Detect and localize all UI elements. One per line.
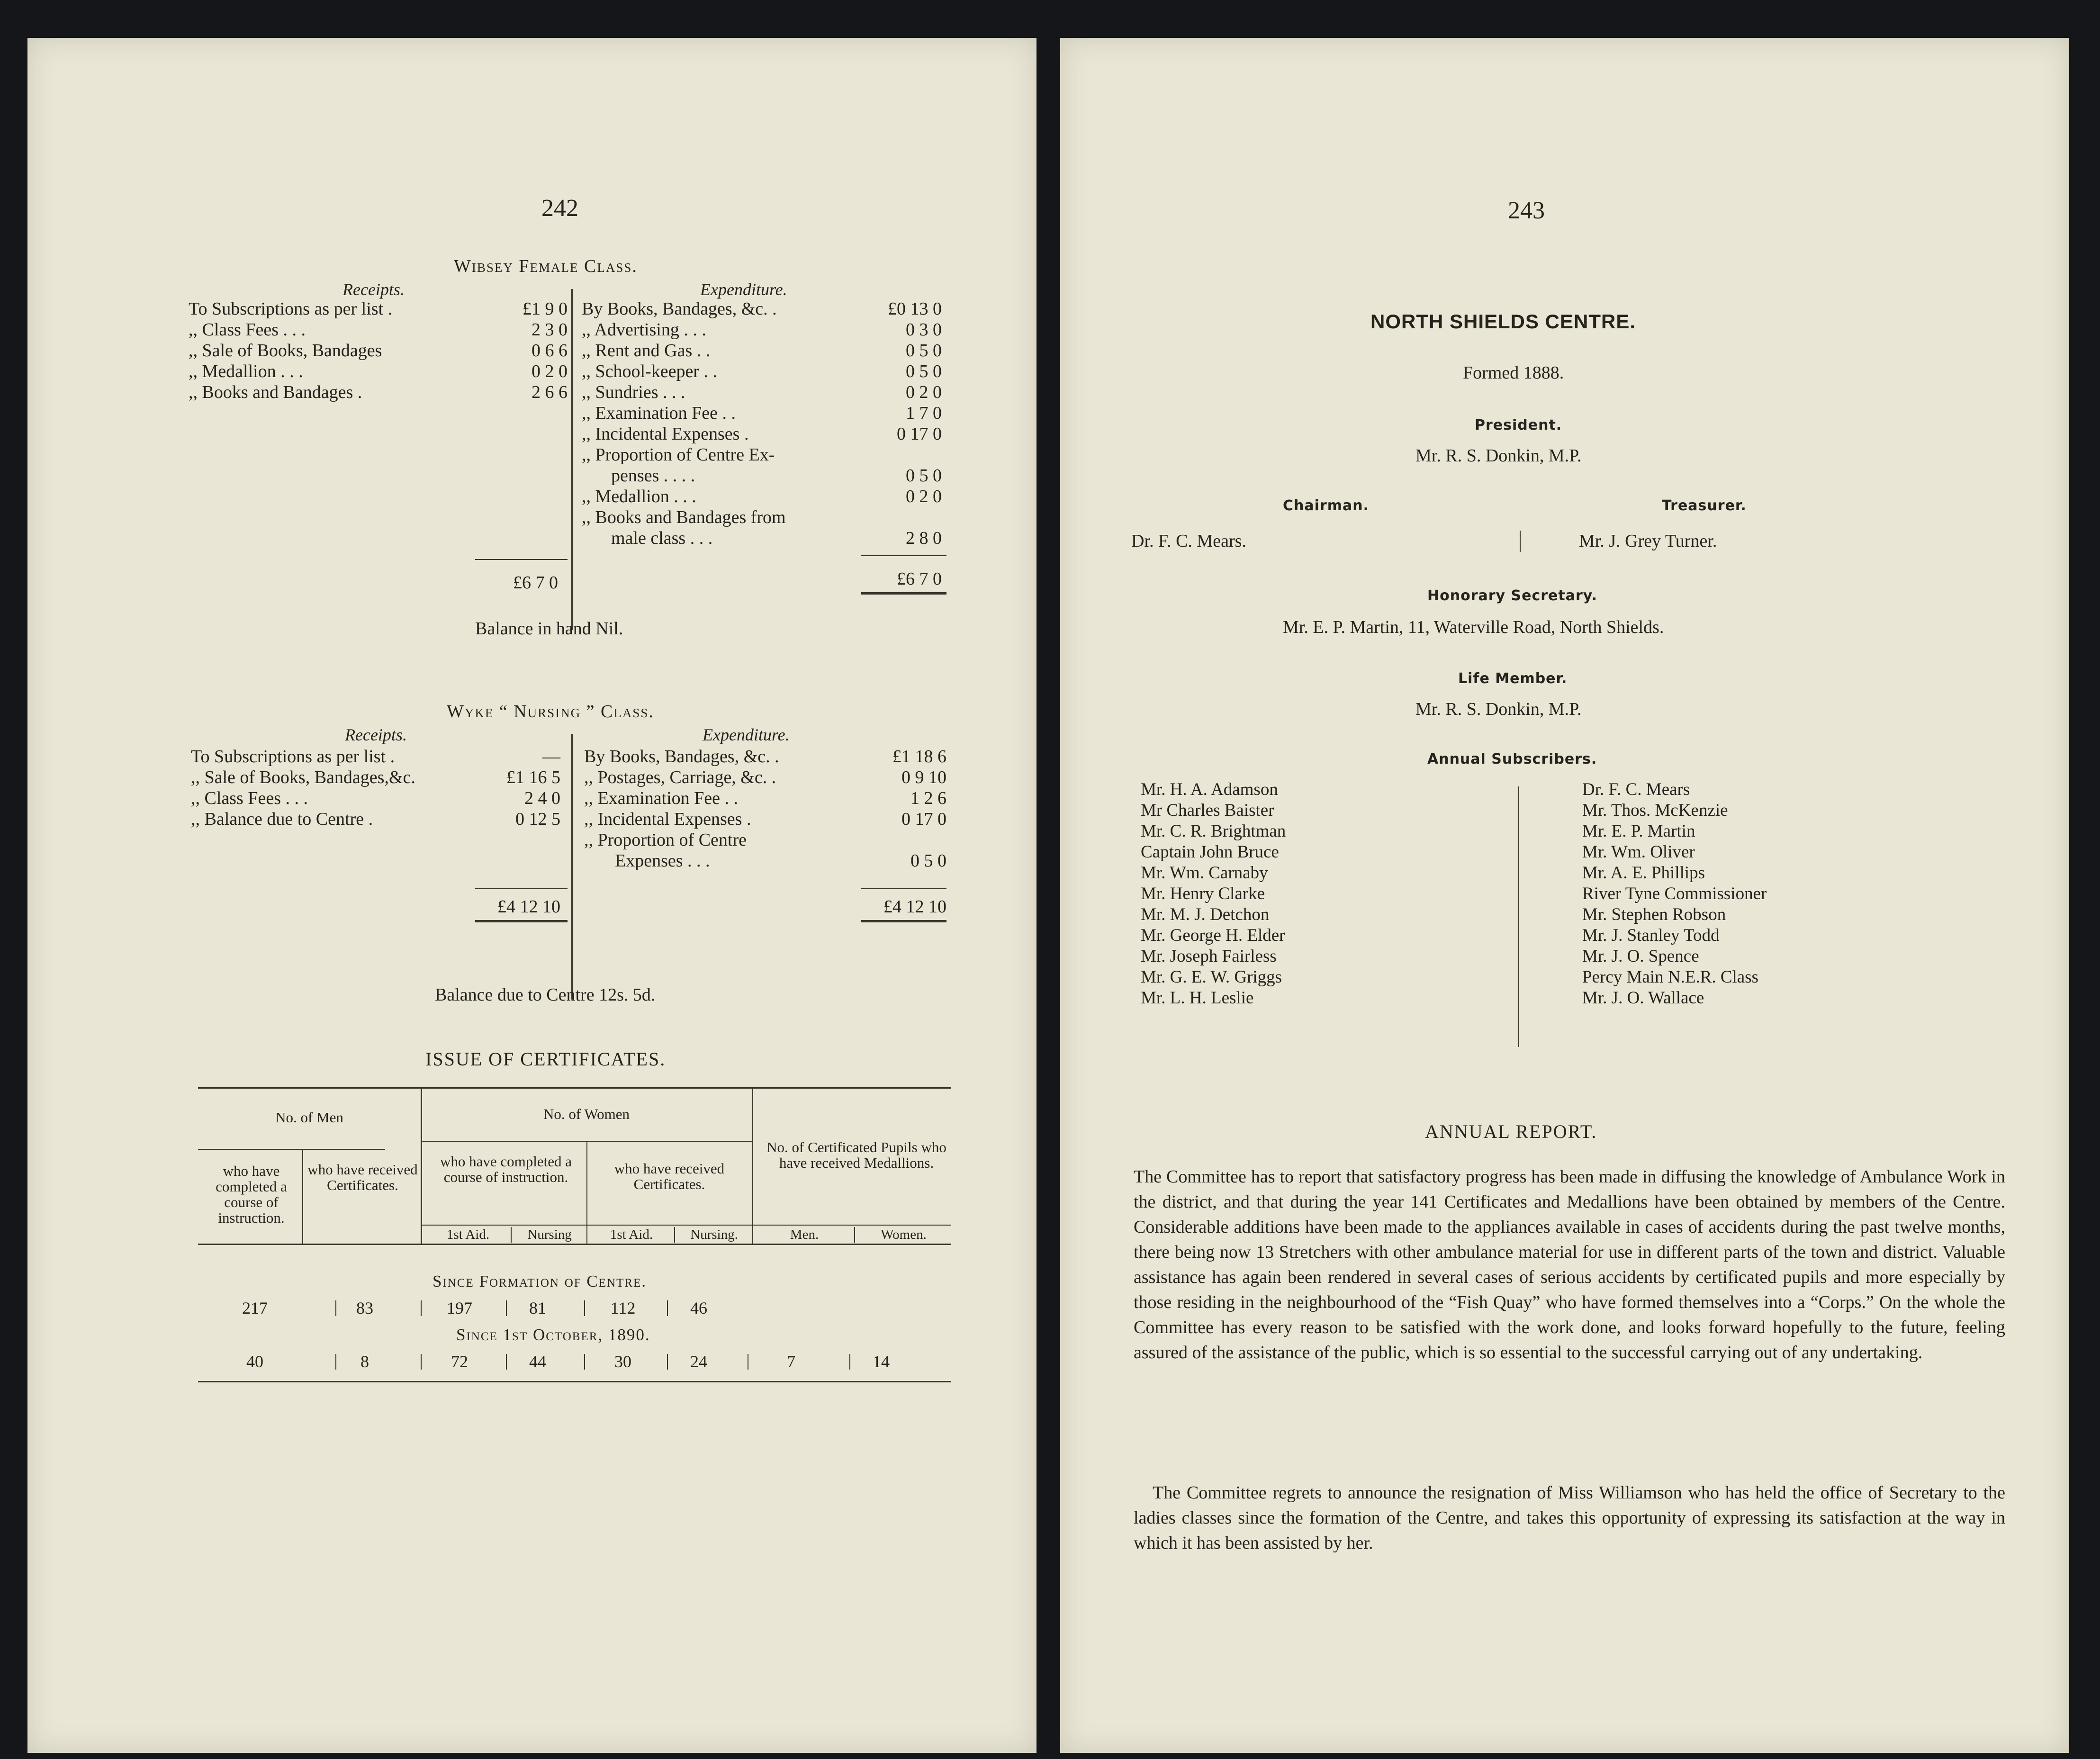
table-rule <box>198 1149 385 1150</box>
expenditure-row <box>615 850 710 871</box>
double-rule <box>861 920 946 922</box>
receipt-amount: £1 16 5 <box>506 767 560 787</box>
expenditure-amount: 0 5 0 <box>906 341 942 361</box>
receipt-row <box>191 809 373 830</box>
receipt-row <box>191 767 415 788</box>
expenditure-row <box>582 319 706 340</box>
subscriber-name: Dr. F. C. Mears <box>1582 780 1690 799</box>
since-october-label: Since 1st October, 1890. <box>456 1326 650 1344</box>
subscriber-name: Mr. Stephen Robson <box>1582 905 1726 924</box>
expenditure-amount: £1 18 6 <box>892 747 946 767</box>
subscriber-name: Mr. George H. Elder <box>1141 926 1285 945</box>
receipt-amount: 2 6 6 <box>532 382 568 402</box>
wibsey-receipts-total: £6 7 0 <box>513 573 558 593</box>
subscribers-heading: Annual Subscribers. <box>1427 751 1597 767</box>
total-rule <box>475 888 568 889</box>
subscriber-name: Mr. H. A. Adamson <box>1141 780 1278 799</box>
certificates-title: ISSUE OF CERTIFICATES. <box>425 1048 666 1070</box>
expenditure-row <box>584 746 779 767</box>
expenditure-label: ,, Medallion . . . <box>582 487 696 506</box>
value-cell: 72 <box>421 1354 497 1370</box>
value-cell: 81 <box>506 1300 568 1316</box>
receipt-label: ,, Balance due to Centre . <box>191 809 373 829</box>
total-rule <box>861 555 946 556</box>
wibsey-title: Wibsey Female Class. <box>454 256 638 276</box>
completed-women-heading: who have completed a course of instruction. <box>440 1153 572 1185</box>
expenditure-row <box>584 830 747 850</box>
expenditure-label: male class . . . <box>611 528 713 548</box>
expenditure-label: ,, Sundries . . . <box>582 382 685 402</box>
value-cell: 30 <box>584 1354 661 1370</box>
expenditure-label: ,, Books and Bandages from <box>582 507 786 527</box>
table-divider <box>302 1149 303 1244</box>
sub-first-aid: 1st Aid. <box>446 1227 490 1242</box>
expenditure-amount: 0 2 0 <box>906 487 942 506</box>
wibsey-expenditure-heading: Expenditure. <box>700 280 787 299</box>
completed-men-heading: who have completed a course of instruction. <box>216 1163 287 1226</box>
value-cell: 83 <box>335 1300 393 1316</box>
sub-nursing: Nursing. <box>674 1227 753 1243</box>
table-rule <box>198 1244 951 1245</box>
wibsey-divider <box>571 289 573 630</box>
sub-first-aid: 1st Aid. <box>610 1227 653 1242</box>
expenditure-label: ,, School-keeper . . <box>582 361 717 381</box>
secretary-heading: Honorary Secretary. <box>1427 587 1597 604</box>
expenditure-amount: 0 5 0 <box>906 361 942 381</box>
sub-nursing: Nursing <box>511 1227 587 1243</box>
subscriber-name: Mr. Wm. Oliver <box>1582 842 1695 862</box>
expenditure-row <box>584 809 751 830</box>
subscriber-name: Mr. Joseph Fairless <box>1141 947 1277 966</box>
expenditure-row <box>582 361 717 382</box>
treasurer-name: Mr. J. Grey Turner. <box>1579 531 1717 551</box>
expenditure-label: ,, Incidental Expenses . <box>582 424 749 444</box>
wibsey-balance: Balance in hand Nil. <box>475 619 623 639</box>
right-page <box>1060 38 2069 1753</box>
expenditure-label: ,, Rent and Gas . . <box>582 341 711 361</box>
treasurer-heading: Treasurer. <box>1662 497 1747 514</box>
subscriber-name: Mr. Henry Clarke <box>1141 884 1265 903</box>
expenditure-row <box>582 444 775 465</box>
subscriber-name: Mr. A. E. Phillips <box>1582 863 1705 883</box>
sub-men: Men. <box>790 1227 819 1242</box>
page-number-right: 243 <box>1508 197 1545 224</box>
table-rule <box>198 1381 951 1382</box>
receipt-row <box>189 361 568 382</box>
wibsey-receipts-heading: Receipts. <box>342 280 405 299</box>
value-cell: 40 <box>246 1352 263 1371</box>
expenditure-row <box>584 788 738 809</box>
subscriber-name: Percy Main N.E.R. Class <box>1582 967 1759 987</box>
receipt-row <box>191 788 308 809</box>
subscriber-name: River Tyne Commissioner <box>1582 884 1767 903</box>
officer-divider <box>1520 531 1521 552</box>
expenditure-label: ,, Advertising . . . <box>582 320 706 340</box>
report-paragraph: The Committee regrets to announce the resignation of Miss Williamson who has held the office of Secretary to the ladies classes since the formation of the Centre, and takes this opportunity of expressing its satisfaction at the way in which it has been assisted by her. <box>1134 1483 2005 1553</box>
president-heading: President. <box>1475 417 1562 433</box>
secretary-name: Mr. E. P. Martin, 11, Waterville Road, North Shields. <box>1283 617 1664 637</box>
chairman-heading: Chairman. <box>1283 497 1369 514</box>
wyke-receipts-heading: Receipts. <box>345 725 407 744</box>
expenditure-row <box>584 767 776 788</box>
subscriber-name: Mr. J. Stanley Todd <box>1582 926 1720 945</box>
chairman-name: Dr. F. C. Mears. <box>1131 531 1246 551</box>
subscriber-name: Mr. J. O. Spence <box>1582 947 1699 966</box>
subscriber-name: Mr. E. P. Martin <box>1582 821 1695 841</box>
expenditure-amount: 0 17 0 <box>901 809 946 829</box>
page-number-left: 242 <box>541 195 578 222</box>
expenditure-row <box>582 424 748 444</box>
wyke-title: Wyke “ Nursing ” Class. <box>447 702 654 722</box>
wyke-divider <box>571 734 573 1000</box>
expenditure-row <box>582 382 685 403</box>
report-heading: ANNUAL REPORT. <box>1425 1121 1597 1142</box>
receipt-amount: 0 2 0 <box>532 361 568 381</box>
wibsey-expenditure-total: £6 7 0 <box>897 569 942 589</box>
receipt-label: To Subscriptions as per list . <box>189 299 393 319</box>
men-heading: No. of Men <box>275 1109 343 1126</box>
expenditure-row <box>582 340 710 361</box>
left-page <box>27 38 1036 1753</box>
expenditure-row <box>611 465 695 486</box>
expenditure-label: ,, Examination Fee . . <box>582 403 736 423</box>
receipt-row <box>191 746 395 767</box>
table-divider <box>752 1089 753 1245</box>
subscriber-name: Mr. C. R. Brightman <box>1141 821 1286 841</box>
receipt-amount: £1 9 0 <box>523 299 568 319</box>
table-rule <box>198 1087 951 1089</box>
medallions-heading: No. of Certificated Pupils who have received Medallions. <box>766 1139 946 1171</box>
receipt-label: To Subscriptions as per list . <box>191 747 395 767</box>
wyke-balance: Balance due to Centre 12s. 5d. <box>435 985 656 1005</box>
expenditure-amount: 0 3 0 <box>906 320 942 340</box>
expenditure-label: ,, Proportion of Centre <box>584 830 747 850</box>
subscriber-name: Mr Charles Baister <box>1141 801 1274 820</box>
subscriber-name: Mr. Wm. Carnaby <box>1141 863 1268 883</box>
receipt-amount: — <box>542 747 560 767</box>
expenditure-row <box>582 486 696 507</box>
receipt-label: ,, Sale of Books, Bandages <box>189 341 382 361</box>
women-heading: No. of Women <box>543 1106 630 1122</box>
expenditure-amount: 0 2 0 <box>906 382 942 402</box>
expenditure-label: penses . . . . <box>611 466 695 486</box>
subscriber-name: Mr. M. J. Detchon <box>1141 905 1270 924</box>
value-cell: 24 <box>667 1354 730 1370</box>
expenditure-row <box>611 528 712 549</box>
receipt-label: ,, Class Fees . . . <box>191 788 308 808</box>
expenditure-row <box>582 507 786 528</box>
expenditure-label: Expenses . . . <box>615 851 710 871</box>
receipt-label: ,, Sale of Books, Bandages,&c. <box>191 767 415 787</box>
president-name: Mr. R. S. Donkin, M.P. <box>1415 446 1582 466</box>
wyke-expenditure-heading: Expenditure. <box>703 725 790 744</box>
value-cell: 14 <box>849 1354 912 1370</box>
formed-line: Formed 1888. <box>1463 363 1564 383</box>
receipt-label: ,, Class Fees . . . <box>189 320 306 340</box>
value-cell: 7 <box>748 1354 834 1370</box>
expenditure-row <box>582 403 736 424</box>
expenditure-label: ,, Examination Fee . . <box>584 788 739 808</box>
life-member-name: Mr. R. S. Donkin, M.P. <box>1415 699 1582 719</box>
expenditure-amount: 0 9 10 <box>901 767 946 787</box>
value-cell: 197 <box>421 1300 497 1316</box>
receipt-label: ,, Books and Bandages . <box>189 382 362 402</box>
expenditure-amount: 2 8 0 <box>906 528 942 548</box>
value-cell: 112 <box>584 1300 661 1316</box>
centre-title: NORTH SHIELDS CENTRE. <box>1370 310 1636 333</box>
sub-women: Women. <box>854 1227 952 1243</box>
subscribers-divider <box>1518 786 1519 1047</box>
expenditure-amount: 1 2 6 <box>910 788 946 808</box>
since-formation-label: Since Formation of Centre. <box>433 1272 647 1290</box>
subscriber-name: Captain John Bruce <box>1141 842 1279 862</box>
value-cell: 44 <box>506 1354 568 1370</box>
expenditure-label: ,, Postages, Carriage, &c. . <box>584 767 776 787</box>
expenditure-label: ,, Incidental Expenses . <box>584 809 751 829</box>
subscribers-left <box>1141 779 1286 1009</box>
expenditure-amount: 0 17 0 <box>897 424 942 444</box>
value-cell: 46 <box>667 1300 730 1316</box>
expenditure-label: By Books, Bandages, &c. . <box>584 747 779 767</box>
value-cell: 8 <box>335 1354 393 1370</box>
expenditure-amount: 0 5 0 <box>906 466 942 486</box>
expenditure-amount: 0 5 0 <box>910 851 946 871</box>
receipt-row <box>189 319 568 340</box>
report-paragraph: The Committee has to report that satisfactory progress has been made in diffusing the knowledge of Ambulance Work in the district, and that during the year 141 Certificates and Medallions have been obtained by members of the Centre. Considerable additions have been made to the appliances available in cases of accidents during the past twelve months, there being now 13 Stretchers with other ambulance material for use in different parts of the town and district. Valuable assistance has again been rendered in several cases of serious accidents by certificated pupils and more especially by those residing in the neighbourhood of the “Fish Quay” who have formed themselves into a “Corps.” On the whole the Committee has every reason to be satisfied with the work done, and looks forward hopefully to the future, feeling assured of the assistance of the public, which is so essential to the successful carrying out of any undertaking. <box>1134 1167 2005 1362</box>
receipt-amount: 0 6 6 <box>532 341 568 361</box>
expenditure-label: ,, Proportion of Centre Ex- <box>582 445 775 465</box>
subscriber-name: Mr. J. O. Wallace <box>1582 988 1704 1008</box>
receipt-row <box>189 340 568 361</box>
double-rule <box>475 920 568 922</box>
total-rule <box>475 559 568 560</box>
expenditure-row <box>582 298 777 319</box>
expenditure-amount: £0 13 0 <box>888 299 942 319</box>
wyke-expenditure-total: £4 12 10 <box>883 897 946 917</box>
received-women-heading: who have received Certificates. <box>614 1160 725 1192</box>
receipt-label: ,, Medallion . . . <box>189 361 303 381</box>
total-rule <box>861 888 946 889</box>
expenditure-amount: 1 7 0 <box>906 403 942 423</box>
received-men-heading: who have received Certificates. <box>307 1161 418 1193</box>
life-member-heading: Life Member. <box>1458 670 1568 687</box>
table-rule <box>421 1225 951 1226</box>
receipt-amount: 2 3 0 <box>532 320 568 340</box>
receipt-row <box>189 382 568 403</box>
subscribers-right <box>1582 779 1767 1009</box>
double-rule <box>861 592 946 595</box>
wyke-receipts-total: £4 12 10 <box>497 897 560 917</box>
subscriber-name: Mr. L. H. Leslie <box>1141 988 1254 1008</box>
expenditure-label: By Books, Bandages, &c. . <box>582 299 777 319</box>
value-cell: 217 <box>242 1299 268 1317</box>
subscriber-name: Mr. Thos. McKenzie <box>1582 801 1728 820</box>
receipt-row <box>189 298 568 319</box>
receipt-amount: 2 4 0 <box>524 788 560 808</box>
subscriber-name: Mr. G. E. W. Griggs <box>1141 967 1282 987</box>
receipt-amount: 0 12 5 <box>515 809 560 829</box>
